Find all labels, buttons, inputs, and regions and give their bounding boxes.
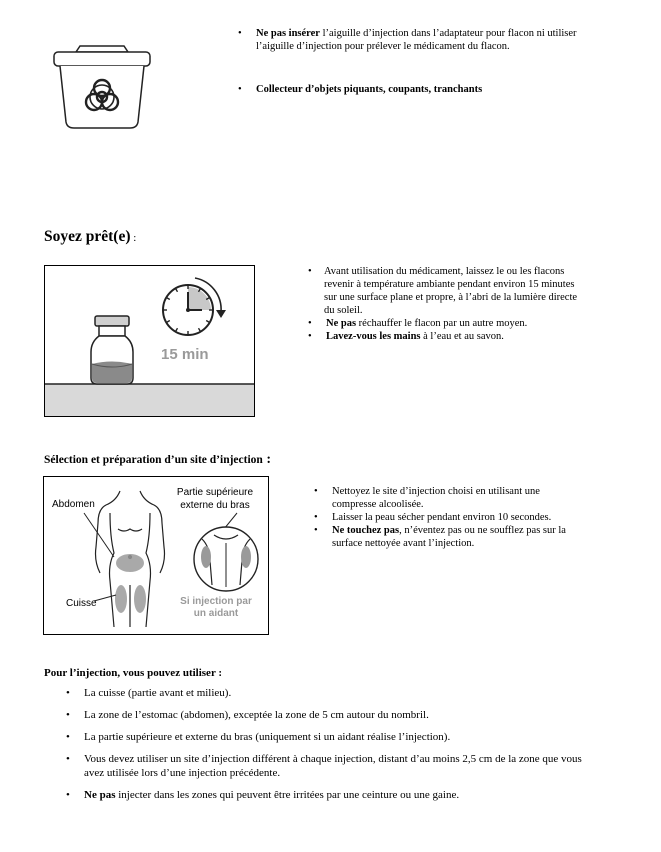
- section-heading-use: Pour l’injection, vous pouvez utiliser :: [44, 667, 223, 679]
- label-caregiver: Si injection par un aidant: [180, 596, 252, 619]
- ready-bullet-list: [306, 265, 584, 343]
- thigh-site-right: [134, 585, 146, 613]
- list-item: • Ne pas réchauffer le flacon par un autre moyen.: [306, 317, 584, 330]
- list-item: • Ne pas insérer l’aiguille d’injection dans l’adaptateur pour flacon ni utiliser l’aiguille d’injection pour prélever le médicament du flacon.: [236, 27, 586, 53]
- list-item: • Collecteur d’objets piquants, coupants, tranchants: [236, 83, 586, 96]
- arm-site-left: [201, 546, 211, 568]
- vial-timer-illustration: [44, 265, 255, 417]
- body-back-icon: [194, 527, 258, 591]
- use-bullet-list: [64, 686, 584, 802]
- label-abdomen: Abdomen: [52, 499, 95, 510]
- list-item: • Laisser la peau sécher pendant environ 10 secondes.: [312, 511, 582, 524]
- label-thigh: Cuisse: [66, 598, 97, 609]
- arm-site-right: [241, 546, 251, 568]
- list-item: • La cuisse (partie avant et milieu).: [64, 686, 584, 700]
- site-bullet-list: [312, 485, 582, 550]
- timer-label: 15 min: [161, 346, 209, 363]
- list-item: • Vous devez utiliser un site d’injection différent à chaque injection, distant d’au moins 2,5 cm de la zone que vous avez utilisée lors d’une injection précédente.: [64, 752, 584, 780]
- label-upper-arm: Partie supérieure externe du bras: [176, 487, 254, 511]
- injection-sites-illustration: [43, 476, 269, 635]
- top-bullet-list: [236, 27, 586, 96]
- thigh-site-left: [115, 585, 127, 613]
- list-item: • Nettoyez le site d’injection choisi en utilisant une compresse alcoolisée.: [312, 485, 582, 511]
- section-heading-site: Sélection et préparation d’un site d’injection :: [44, 452, 271, 467]
- vial-icon: [91, 316, 133, 384]
- list-item: • La partie supérieure et externe du bras (uniquement si un aidant réalise l’injection).: [64, 730, 584, 744]
- biohazard-bin-icon: [50, 42, 154, 132]
- list-item: • La zone de l’estomac (abdomen), exceptée la zone de 5 cm autour du nombril.: [64, 708, 584, 722]
- list-item: • Avant utilisation du médicament, laissez le ou les flacons revenir à température ambiante pendant environ 15 minutes sur une surface plane et propre, à l’abri de la lumière directe du soleil.: [306, 265, 584, 317]
- list-item: • Ne pas injecter dans les zones qui peuvent être irritées par une ceinture ou une gaine.: [64, 788, 584, 802]
- list-item: • Ne touchez pas, n’éventez pas ou ne soufflez pas sur la surface nettoyée avant l’injection.: [312, 524, 582, 550]
- abdomen-site: [116, 554, 144, 572]
- list-item: • Lavez-vous les mains à l’eau et au savon.: [306, 330, 584, 343]
- sharps-container-illustration: [50, 42, 154, 132]
- section-heading-ready: Soyez prêt(e) :: [44, 228, 137, 245]
- clock-icon: [163, 285, 213, 335]
